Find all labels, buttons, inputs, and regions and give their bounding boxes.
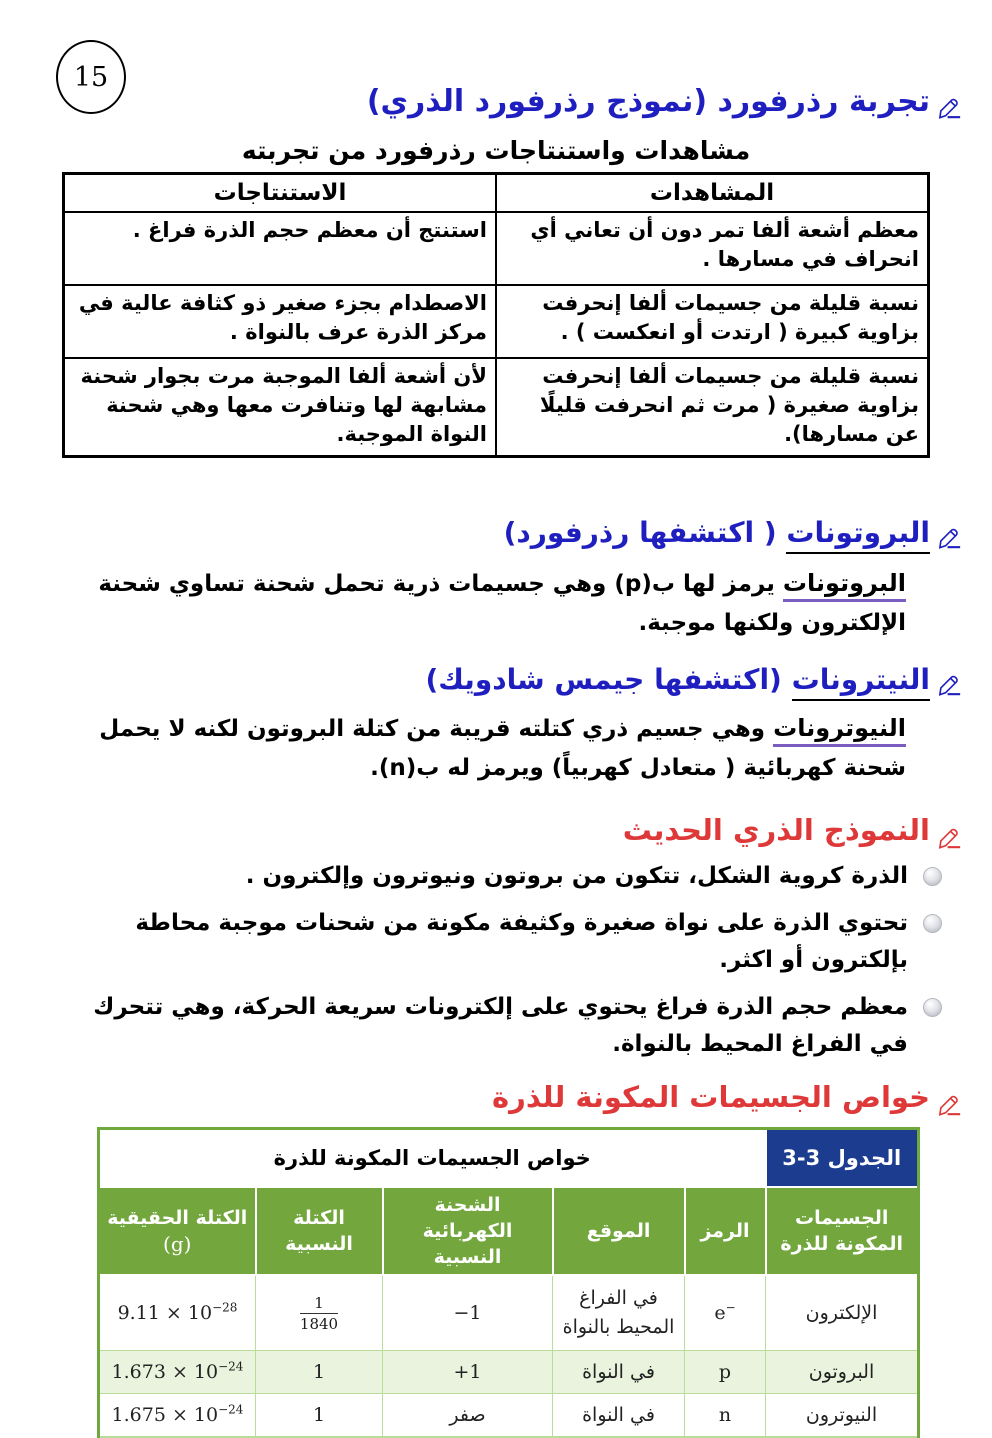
symbol: n [718, 1404, 732, 1426]
symbol: p [718, 1361, 732, 1383]
protons-heading [0, 514, 964, 552]
particle-properties-table [97, 1127, 920, 1438]
column-header-particles: الجسيمات المكونة للذرة [766, 1187, 919, 1275]
modern-model-title: النموذج الذري الحديث [622, 813, 930, 847]
protons-heading-rest: ( اكتشفها رذرفورد) [503, 516, 787, 549]
properties-title: خواص الجسيمات المكونة للذرة [492, 1080, 930, 1114]
properties-heading [0, 1077, 964, 1117]
neutrons-paragraph [80, 709, 906, 788]
table-number-badge: الجدول 3-3 [766, 1129, 919, 1188]
real-mass-cell [98, 1275, 255, 1351]
charge-cell: +1 [383, 1351, 553, 1394]
pen-icon [937, 669, 964, 693]
column-header-relative-mass: الكتلة النسبية [256, 1187, 383, 1275]
sphere-bullet-icon [923, 867, 942, 886]
conclusion-text: الاصطدام بجزء صغير ذو كثافة عالية في مركز الذرة عرف [78, 291, 487, 344]
table-row [64, 212, 929, 285]
modern-model-heading [0, 810, 964, 850]
modern-model-list [55, 858, 942, 1063]
mass-exponent: −24 [218, 1359, 244, 1374]
real-mass-cell [98, 1394, 255, 1438]
mass-exponent: −28 [212, 1300, 238, 1315]
list-item [55, 905, 942, 979]
neutrons-heading [0, 661, 964, 699]
table-row-neutron [98, 1394, 918, 1438]
location-cell: في النواة [553, 1394, 685, 1438]
list-item [55, 989, 942, 1063]
neutrons-heading-keyword: النيترونات [792, 663, 930, 701]
relative-mass-cell [256, 1275, 383, 1351]
conclusion-cell [64, 358, 497, 457]
pen-icon [937, 820, 964, 844]
mass-value: 1.675 × 10 [111, 1404, 219, 1426]
table-row [64, 358, 929, 457]
protons-term: البروتونات [783, 569, 906, 602]
particle-name-cell: البروتون [766, 1351, 919, 1394]
conclusion-cell [64, 212, 497, 285]
symbol-superscript: − [725, 1300, 736, 1315]
list-item [55, 858, 942, 895]
mass-value: 9.11 × 10 [117, 1302, 213, 1324]
relative-mass-cell: 1 [256, 1351, 383, 1394]
conclusion-text-end: . [132, 218, 149, 242]
table-title-row [98, 1129, 918, 1188]
table-header-row [64, 174, 929, 213]
conclusion-text-end: . [229, 320, 246, 344]
pen-icon [937, 522, 964, 546]
page-number: 15 [73, 61, 109, 93]
conclusion-cell [64, 285, 497, 358]
rutherford-title: تجربة رذرفورد (نموذج رذرفورد الذري) [366, 84, 930, 119]
particle-name-cell: الإلكترون [766, 1275, 919, 1351]
fraction [300, 1294, 338, 1333]
observations-column-header: المشاهدات [496, 174, 929, 213]
observation-cell: نسبة قليلة من جسيمات ألفا إنحرفت بزاوية صغيرة ( مرت ثم انحرفت قليلًا عن مسارها). [496, 358, 929, 457]
location-cell: في الفراغ المحيط بالنواة [553, 1275, 685, 1351]
protons-heading-keyword: البروتونات [786, 516, 930, 554]
protons-definition: يرمز لها ب(p) وهي جسيمات ذرية تحمل شحنة تساوي شحنة الإلكترون ولكنها موجبة. [98, 571, 906, 636]
table-row-proton [98, 1351, 918, 1394]
symbol-cell [685, 1394, 766, 1438]
observations-conclusions-table [62, 172, 930, 458]
neutrons-heading-rest: (اكتشفها جيمس شادويك) [425, 663, 792, 696]
symbol: e [714, 1302, 726, 1324]
fraction-numerator: 1 [300, 1294, 338, 1314]
column-header-charge: الشحنة الكهربائية النسبية [383, 1187, 553, 1275]
conclusions-column-header: الاستنتاجات [64, 174, 497, 213]
table-header-row [98, 1187, 918, 1275]
pen-icon [937, 1087, 964, 1111]
observation-cell: نسبة قليلة من جسيمات ألفا إنحرفت بزاوية كبيرة ( ارتدت أو انعكست ) . [496, 285, 929, 358]
column-header-location: الموقع [553, 1187, 685, 1275]
pen-icon [937, 91, 964, 115]
observation-cell: معظم أشعة ألفا تمر دون أن تعاني أي انحراف في مسارها . [496, 212, 929, 285]
conclusion-text: لأن أشعة ألفا الموجبة مرت بجوار شحنة مشابهة لها وتنافرت معها وهي [80, 364, 487, 417]
column-header-symbol: الرمز [685, 1187, 766, 1275]
bullet-text: تحتوي الذرة على نواة صغيرة وكثيفة مكونة من شحنات موجبة محاطة بإلكترون أو اكثر. [135, 910, 908, 973]
bullet-text: معظم حجم الذرة فراغ يحتوي على إلكترونات سريعة الحركة، وهي تتحرك في الفراغ المحيط بالنواة. [93, 994, 908, 1057]
conclusion-text: استنتج أن معظم حجم الذرة [196, 218, 487, 242]
symbol-cell [685, 1351, 766, 1394]
charge-cell: صفر [383, 1394, 553, 1438]
symbol-cell [685, 1275, 766, 1351]
column-header-real-mass [98, 1187, 255, 1275]
fraction-denominator: 1840 [299, 1314, 339, 1333]
conclusion-keyword: شحنة النواة الموجبة. [106, 393, 487, 446]
table-row-electron [98, 1275, 918, 1351]
mass-value: 1.673 × 10 [111, 1361, 219, 1383]
real-mass-cell [98, 1351, 255, 1394]
bullet-text: الذرة كروية الشكل، تتكون من بروتون ونيوترون وإلكترون . [245, 863, 908, 889]
table-row [64, 285, 929, 358]
neutrons-definition: وهي جسيم ذري كتلته قريبة من كتلة البروتون لكنه لا يحمل شحنة كهربائية ( متعادل كهربياً) ويرمز له ب(n). [99, 716, 906, 781]
sphere-bullet-icon [923, 914, 942, 933]
sphere-bullet-icon [923, 998, 942, 1017]
conclusion-keyword: فراغ [148, 218, 197, 242]
neutrons-term: النيوترونات [773, 714, 906, 747]
conclusion-keyword: بالنواة [245, 320, 311, 344]
protons-paragraph [80, 564, 906, 643]
mass-exponent: −24 [218, 1402, 244, 1417]
real-mass-unit: (g) [163, 1232, 192, 1256]
table-title: خواص الجسيمات المكونة للذرة [98, 1129, 765, 1188]
page-number-badge [56, 40, 126, 114]
rutherford-heading [0, 0, 964, 122]
observations-subtitle: مشاهدات واستنتاجات رذرفورد من تجربته [241, 136, 751, 165]
charge-cell: −1 [383, 1275, 553, 1351]
location-cell: في النواة [553, 1351, 685, 1394]
particle-name-cell: النيوترون [766, 1394, 919, 1438]
real-mass-label: الكتلة الحقيقية [107, 1207, 248, 1229]
relative-mass-cell: 1 [256, 1394, 383, 1438]
